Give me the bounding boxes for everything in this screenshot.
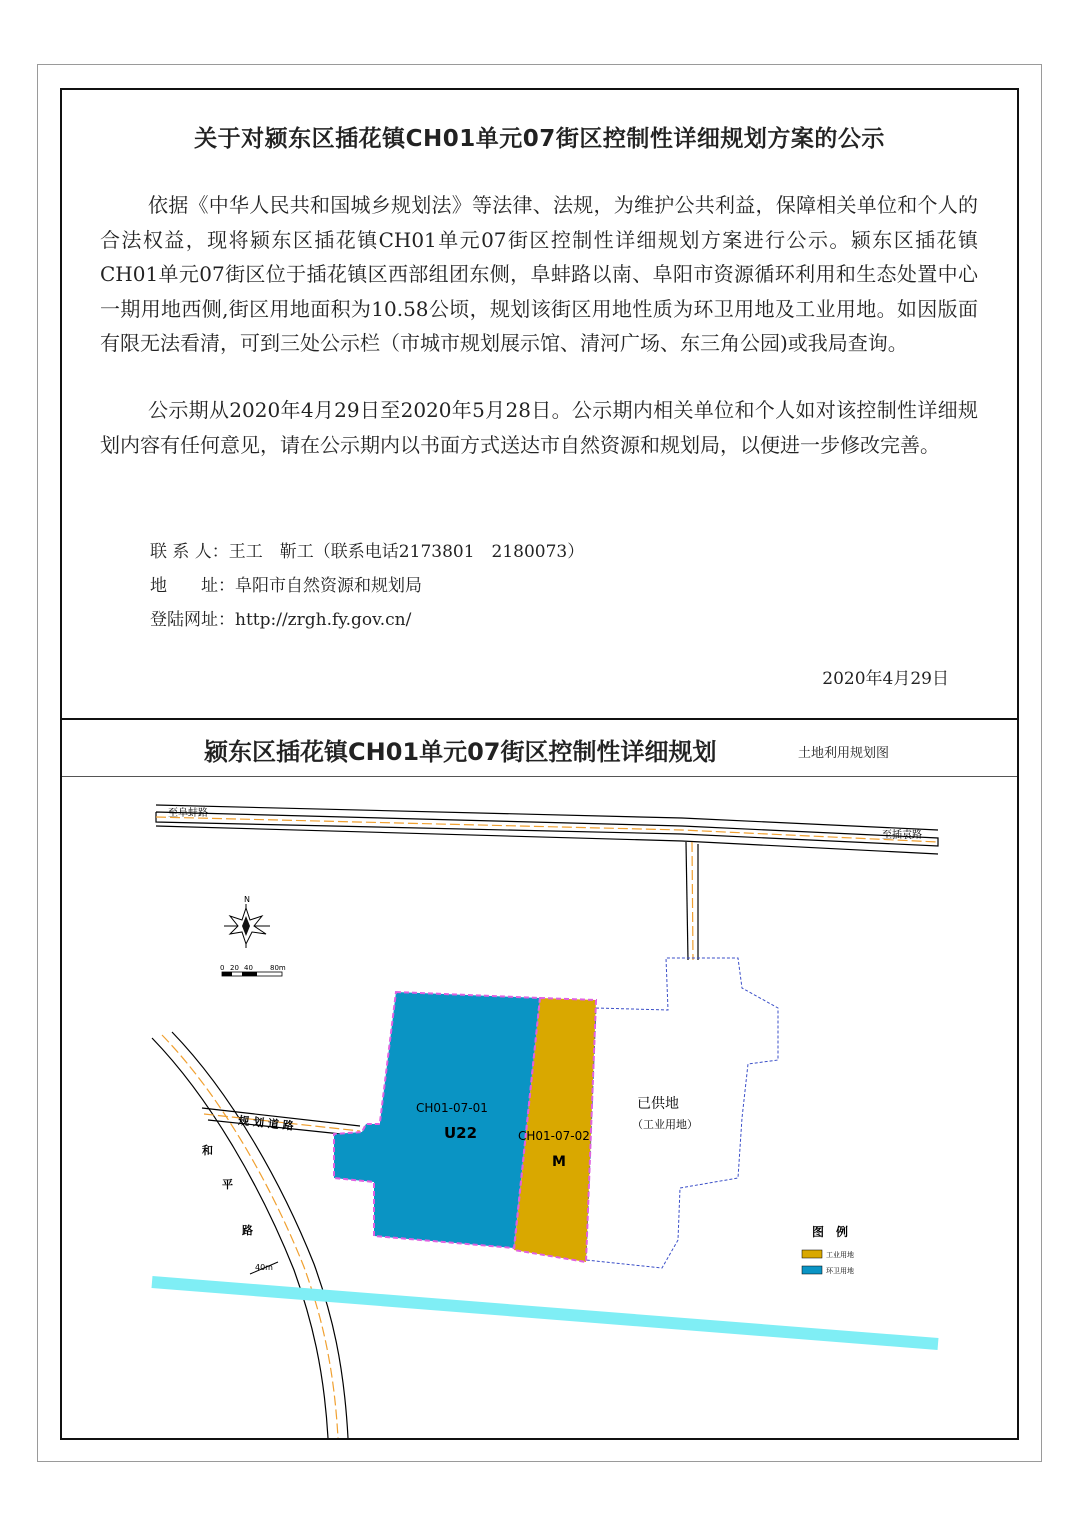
scale-label-0: 0 — [220, 964, 225, 972]
legend — [802, 1224, 854, 1275]
parcel-1-code: U22 — [444, 1124, 478, 1142]
north-label: N — [244, 895, 250, 904]
notice-paragraph-2: 公示期从2020年4月29日至2020年5月28日。公示期内相关单位和个人如对该控制性详细规划内容有任何意见，请在公示期内以书面方式送达市自然资源和规划局，以便进一步修改完善。 — [100, 398, 978, 457]
document-frame — [60, 88, 1019, 1440]
supplied-land-use-label: （工业用地） — [632, 1118, 698, 1131]
legend-label-industrial: 工业用地 — [826, 1251, 854, 1259]
scale-label-40: 40 — [244, 964, 253, 972]
road-width-marker — [250, 1262, 278, 1274]
legend-swatch-sanitation — [802, 1266, 822, 1274]
notice-paragraph-1: 依据《中华人民共和国城乡规划法》等法律、法规，为维护公共利益，保障相关单位和个人的合法权益，现将颍东区插花镇CH01单元07街区控制性详细规划方案进行公示。颍东区插花镇CH01单元07街区位于插花镇区西部组团东侧，阜蚌路以南、阜阳市资源循环利用和生态处置中心一期用地西侧,街区用地面积为10.58公顷，规划该街区用地性质为环卫用地及工业用地。如因版面有限无法看清，可到三处公示栏（市城市规划展示馆、清河广场、东三角公园)或我局查询。 — [100, 193, 978, 355]
legend-title: 图 例 — [812, 1225, 849, 1239]
road-label-fubeng: 至阜蚌路 — [168, 808, 208, 819]
branch-road — [686, 842, 698, 960]
map-title: 颍东区插花镇CH01单元07街区控制性详细规划 — [204, 738, 717, 766]
notice-title: 关于对颍东区插花镇CH01单元07街区控制性详细规划方案的公示 — [194, 126, 885, 152]
heping-road-label-2: 平 — [222, 1178, 233, 1191]
parcel-ch01-07-01 — [334, 992, 540, 1248]
supplied-land-label: 已供地 — [637, 1096, 679, 1112]
map-subtitle: 土地利用规划图 — [798, 746, 890, 761]
contact-address: 地 址：阜阳市自然资源和规划局 — [150, 576, 422, 596]
parcel-2-code: M — [552, 1154, 566, 1170]
parcel-2-id: CH01-07-02 — [518, 1129, 590, 1143]
contact-person: 联 系 人：王工 靳工（联系电话2173801 2180073） — [150, 542, 585, 562]
river — [152, 1282, 938, 1344]
notice-date: 2020年4月29日 — [822, 669, 949, 689]
planned-road-label: 规 划 道 路 — [237, 1114, 295, 1133]
heping-road-label-3: 路 — [242, 1224, 253, 1237]
contact-website[interactable]: 登陆网址：http://zrgh.fy.gov.cn/ — [150, 610, 412, 630]
parcel-1-id: CH01-07-01 — [416, 1101, 488, 1115]
compass-icon — [224, 895, 270, 948]
fubeng-road — [156, 805, 938, 854]
scale-bar — [220, 964, 286, 976]
scale-label-80: 80m — [270, 964, 286, 972]
legend-swatch-industrial — [802, 1250, 822, 1258]
supplied-land-boundary — [586, 958, 778, 1268]
heping-road-label-1: 和 — [202, 1144, 213, 1157]
road-width-label: 40m — [255, 1263, 273, 1272]
road-label-chayuan: 至插袁路 — [882, 830, 922, 841]
scale-label-20: 20 — [230, 964, 239, 972]
legend-label-sanitation: 环卫用地 — [826, 1267, 854, 1275]
land-use-map — [62, 90, 1017, 1438]
